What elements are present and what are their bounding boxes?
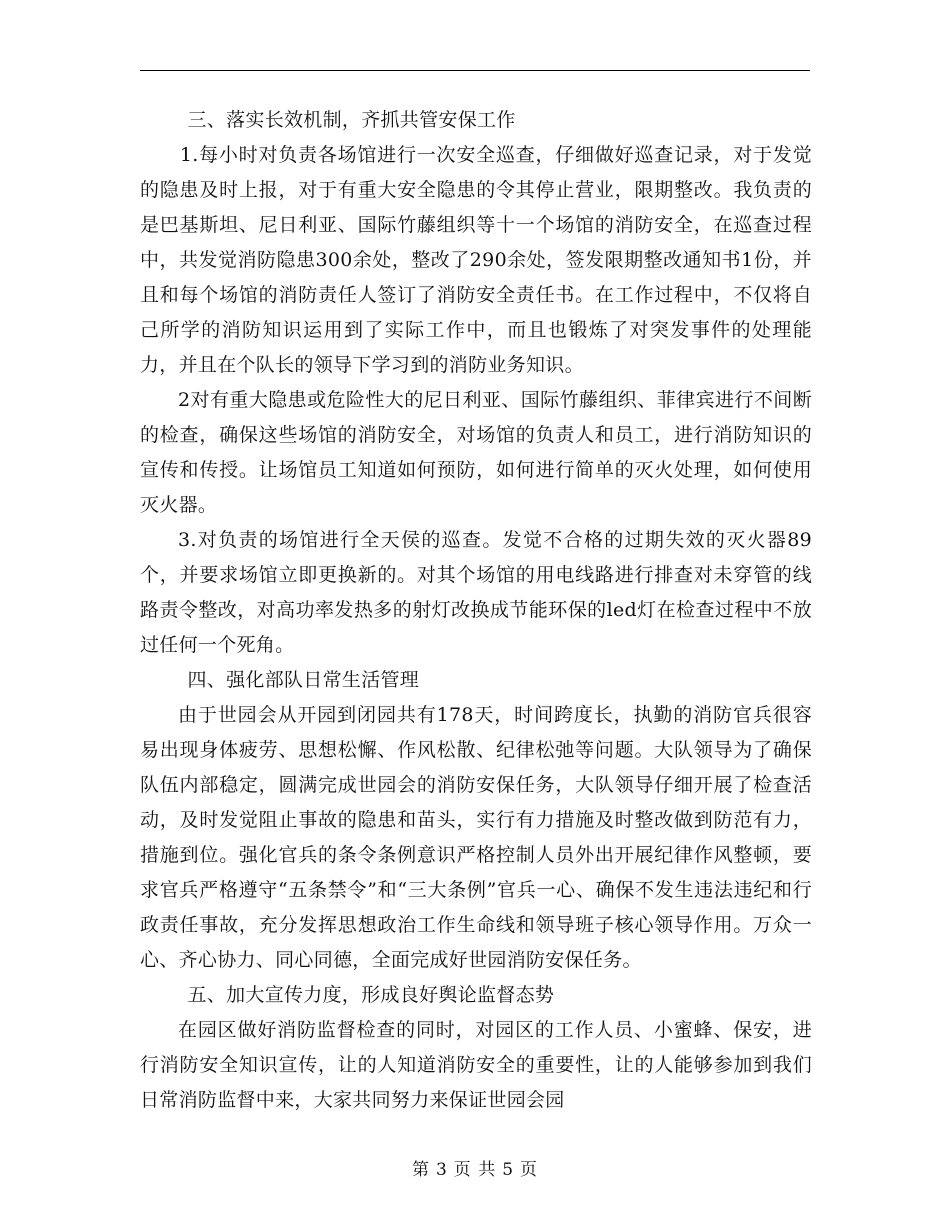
paragraph-patrol: 1.每小时对负责各场馆进行一次安全巡查，仔细做好巡查记录，对于发觉的隐患及时上报，对于有重大安全隐患的令其停止营业，限期整改。我负责的是巴基斯坦、尼日利亚、国际竹藤组织等十一个场馆的消防安全，在巡查过程中，共发觉消防隐患300余处，整改了290余处，签发限期整改通知书1份，并且和每个场馆的消防责任人签订了消防安全责任书。在工作过程中，不仅将自己所学的消防知识运用到了实际工作中，而且也锻炼了对突发事件的处理能力，并且在个队长的领导下学习到的消防业务知识。 [140,144,812,376]
header-rule [140,70,810,71]
footer-total-pages: 5 [502,1160,515,1180]
paragraph-major-hazards: 2对有重大隐患或危险性大的尼日利亚、国际竹藤组织、菲律宾进行不间断的检查，确保这些场馆的消防安全，对场馆的负责人和员工，进行消防知识的宣传和传授。让场馆员工知道如何预防，如何进行简单的灭火处理，如何使用灭火器。 [140,389,812,516]
paragraph-publicity: 在园区做好消防监督检查的同时，对园区的工作人员、小蜜蜂、保安，进行消防安全知识宣传，让的人知道消防安全的重要性，让的人能够参加到我们日常消防监督中来，大家共同努力来保证世园会园 [140,1019,812,1111]
footer-suffix: 页 [520,1160,539,1180]
section-heading-3: 三、落实长效机制，齐抓共管安保工作 [187,109,516,131]
section-heading-4: 四、强化部队日常生活管理 [187,669,420,691]
paragraph-troop-management: 由于世园会从开园到闭园共有178天，时间跨度长，执勤的消防官兵很容易出现身体疲劳、思想松懈、作风松散、纪律松弛等问题。大队领导为了确保队伍内部稳定，圆满完成世园会的消防安保任务，大队领导仔细开展了检查活动，及时发觉阻止事故的隐患和苗头，实行有力措施及时整改做到防范有力，措施到位。强化官兵的条令条例意识严格控制人员外出开展纪律作风整顿，要求官兵严格遵守“五条禁令”和“三大条例”官兵一心、确保不发生违法违纪和行政责任事故，充分发挥思想政治工作生命线和领导班子核心领导作用。万众一心、齐心协力、同心同德，全面完成好世园消防安保任务。 [140,704,812,971]
page-footer [0,1155,950,1180]
paragraph-all-day-inspection: 3.对负责的场馆进行全天侯的巡查。发觉不合格的过期失效的灭火器89个，并要求场馆立即更换新的。对其个场馆的用电线路进行排查对未穿管的线路责令整改，对高功率发热多的射灯改换成节能环保的led灯在检查过程中不放过任何一个死角。 [140,529,812,656]
footer-prefix: 第 [411,1160,430,1180]
footer-current-page: 3 [435,1160,448,1180]
section-heading-5: 五、加大宣传力度，形成良好舆论监督态势 [187,984,555,1006]
document-body [140,103,812,1118]
footer-middle: 页 共 [453,1160,497,1180]
